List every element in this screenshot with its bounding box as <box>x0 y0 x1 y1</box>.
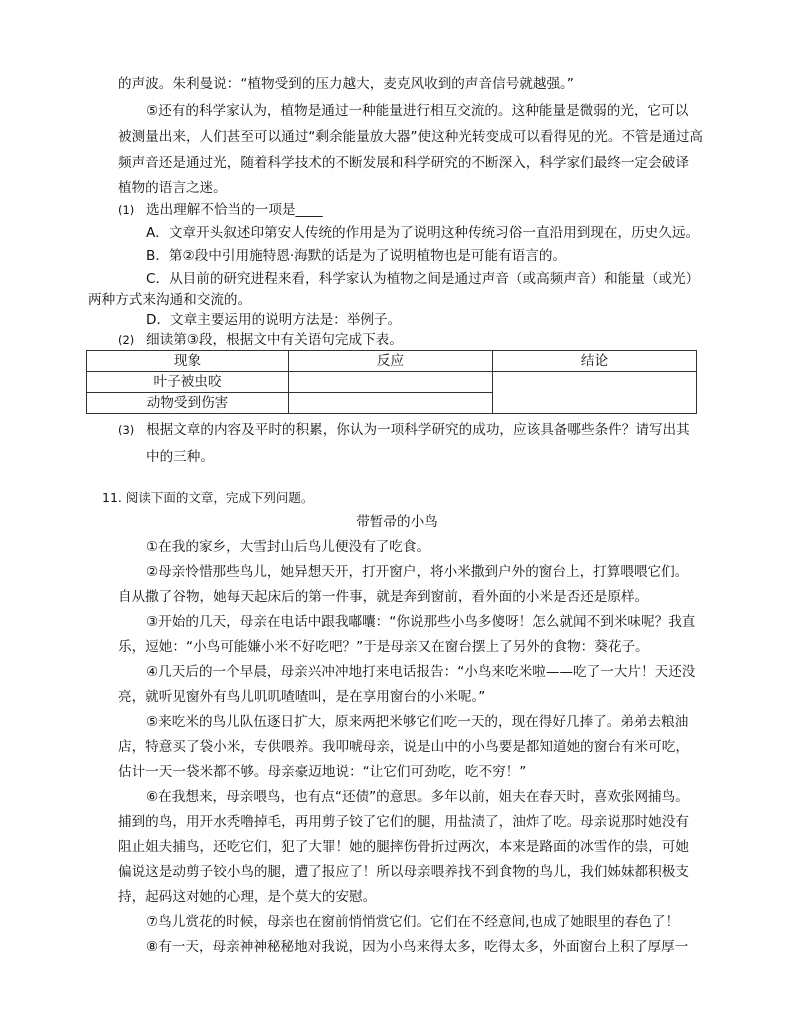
paragraph-5-line: 植物的语言之迷。 <box>118 180 227 196</box>
article-paragraph: 偏说这是动剪子铰小鸟的腿，遭了报应了！所以母亲喂养找不到食物的鸟儿，我们姊妹都积极支 <box>118 864 689 880</box>
question-3-stem: 中的三种。 <box>146 449 214 465</box>
article-paragraph: 店，特意买了袋小米，专供喂养。我叩唬母亲，说是山中的小鸟要是都知道她的窗台有米可吃， <box>118 739 689 755</box>
answer-cell[interactable] <box>289 393 493 414</box>
article-paragraph: ⑧有一天，母亲神神秘秘地对我说，因为小鸟来得太多，吃得太多，外面窗台上积了厚厚一 <box>146 939 689 955</box>
article-paragraph: 乐，逗她：“小鸟可能嫌小米不好吃吧？”于是母亲又在窗台摆上了另外的食物：葵花子。 <box>118 639 649 655</box>
table-header-row <box>87 351 697 372</box>
option-b: B．第②段中引用施特恩·海默的话是为了说明植物也是可能有语言的。 <box>146 248 567 264</box>
table-cell: 动物受到伤害 <box>87 393 289 414</box>
table-row <box>87 372 697 393</box>
article-paragraph: 自从撒了谷物，她每天起床后的第一件事，就是奔到窗前，看外面的小米是否还是原样。 <box>118 589 649 605</box>
paragraph-5-line: 频声音还是通过光，随着科学技术的不断发展和科学研究的不断深入，科学家们最终一定会破译 <box>118 155 689 171</box>
option-d: D．文章主要运用的说明方法是：举例子。 <box>146 312 402 328</box>
passage-line: 的声波。朱利曼说：“植物受到的压力越大，麦克风收到的声音信号就越强。” <box>118 76 574 92</box>
table-cell: 叶子被虫咬 <box>87 372 289 393</box>
article-paragraph: ①在我的家乡，大雪封山后鸟儿便没有了吃食。 <box>146 539 431 555</box>
question-3-stem: 根据文章的内容及平时的积累，你认为一项科学研究的成功，应该具备哪些条件？请写出其 <box>146 422 690 438</box>
paragraph-5-line: ⑤还有的科学家认为，植物是通过一种能量进行相互交流的。这种能量是微弱的光，它可以 <box>146 103 689 119</box>
article-title: 带暂帚的小鸟 <box>356 514 438 530</box>
article-paragraph: 阻止姐夫捕鸟，还吃它们，犯了大罪！她的腿摔伤骨折过两次，本来是路面的冰雪作的祟，可她 <box>118 839 689 855</box>
option-a: A．文章开头叙述印第安人传统的作用是为了说明这种传统习俗一直沿用到现在，历史久远。 <box>146 225 700 241</box>
question-11-heading: 11. 阅读下面的文章，完成下列问题。 <box>102 490 314 505</box>
article-paragraph: 估计一天一袋米都不够。母亲豪迈地说：“让它们可劲吃，吃不穷！” <box>118 764 527 780</box>
article-paragraph: ⑥在我想来，母亲喂鸟，也有点“还债”的意思。多年以前，姐夫在春天时，喜欢张网捕鸟。 <box>146 789 689 805</box>
article-paragraph: 亮，就听见窗外有鸟儿叽叽喳喳叫，是在享用窗台的小米呢。” <box>118 689 486 705</box>
question-number: (2) <box>118 333 135 347</box>
question-number: (3) <box>118 423 135 437</box>
response-table <box>86 350 697 414</box>
option-c-cont: 两种方式来沟通和交流的。 <box>88 292 252 308</box>
article-paragraph: ⑤来吃米的鸟儿队伍逐日扩大，原来两把米够它们吃一天的，现在得好几捧了。弟弟去粮油 <box>146 714 689 730</box>
option-c: C．从目前的研究进程来看，科学家认为植物之间是通过声音（或高频声音）和能量（或光） <box>146 271 700 287</box>
article-paragraph: ②母亲怜惜那些鸟儿，她异想天开，打开窗户，将小米撒到户外的窗台上，打算喂喂它们。 <box>146 564 689 580</box>
article-paragraph: ⑦鸟儿赏花的时候，母亲也在窗前悄悄赏它们。它们在不经意间,也成了她眼里的春色了！ <box>146 914 680 930</box>
article-paragraph: ③开始的几天，母亲在电话中跟我嘟囔：“你说那些小鸟多傻呀！怎么就闻不到米味呢？我直 <box>146 614 696 630</box>
table-header: 现象 <box>87 351 289 372</box>
answer-cell[interactable] <box>289 372 493 393</box>
table-header: 反应 <box>289 351 493 372</box>
article-paragraph: ④几天后的一个早晨，母亲兴冲冲地打来电话报告：“小鸟来吃米啦——吃了一大片！天还没 <box>146 664 696 680</box>
article-paragraph: 持，起码这对她的心理，是个莫大的安慰。 <box>118 889 377 905</box>
question-1-stem: 选出理解不恰当的一项是____ <box>146 202 323 218</box>
answer-cell[interactable] <box>493 372 697 414</box>
question-number: (1) <box>118 203 135 217</box>
paragraph-5-line: 被测量出来，人们甚至可以通过“剩余能量放大器”使这种光转变成可以看得见的光。不管是通过高 <box>118 129 704 145</box>
article-paragraph: 捕到的鸟，用开水秃噜掉毛，再用剪子铰了它们的腿，用盐渍了，油炸了吃。母亲说那时她没有 <box>118 814 689 830</box>
question-2-stem: 细读第③段，根据文中有关语句完成下表。 <box>146 332 403 348</box>
table-header: 结论 <box>493 351 697 372</box>
